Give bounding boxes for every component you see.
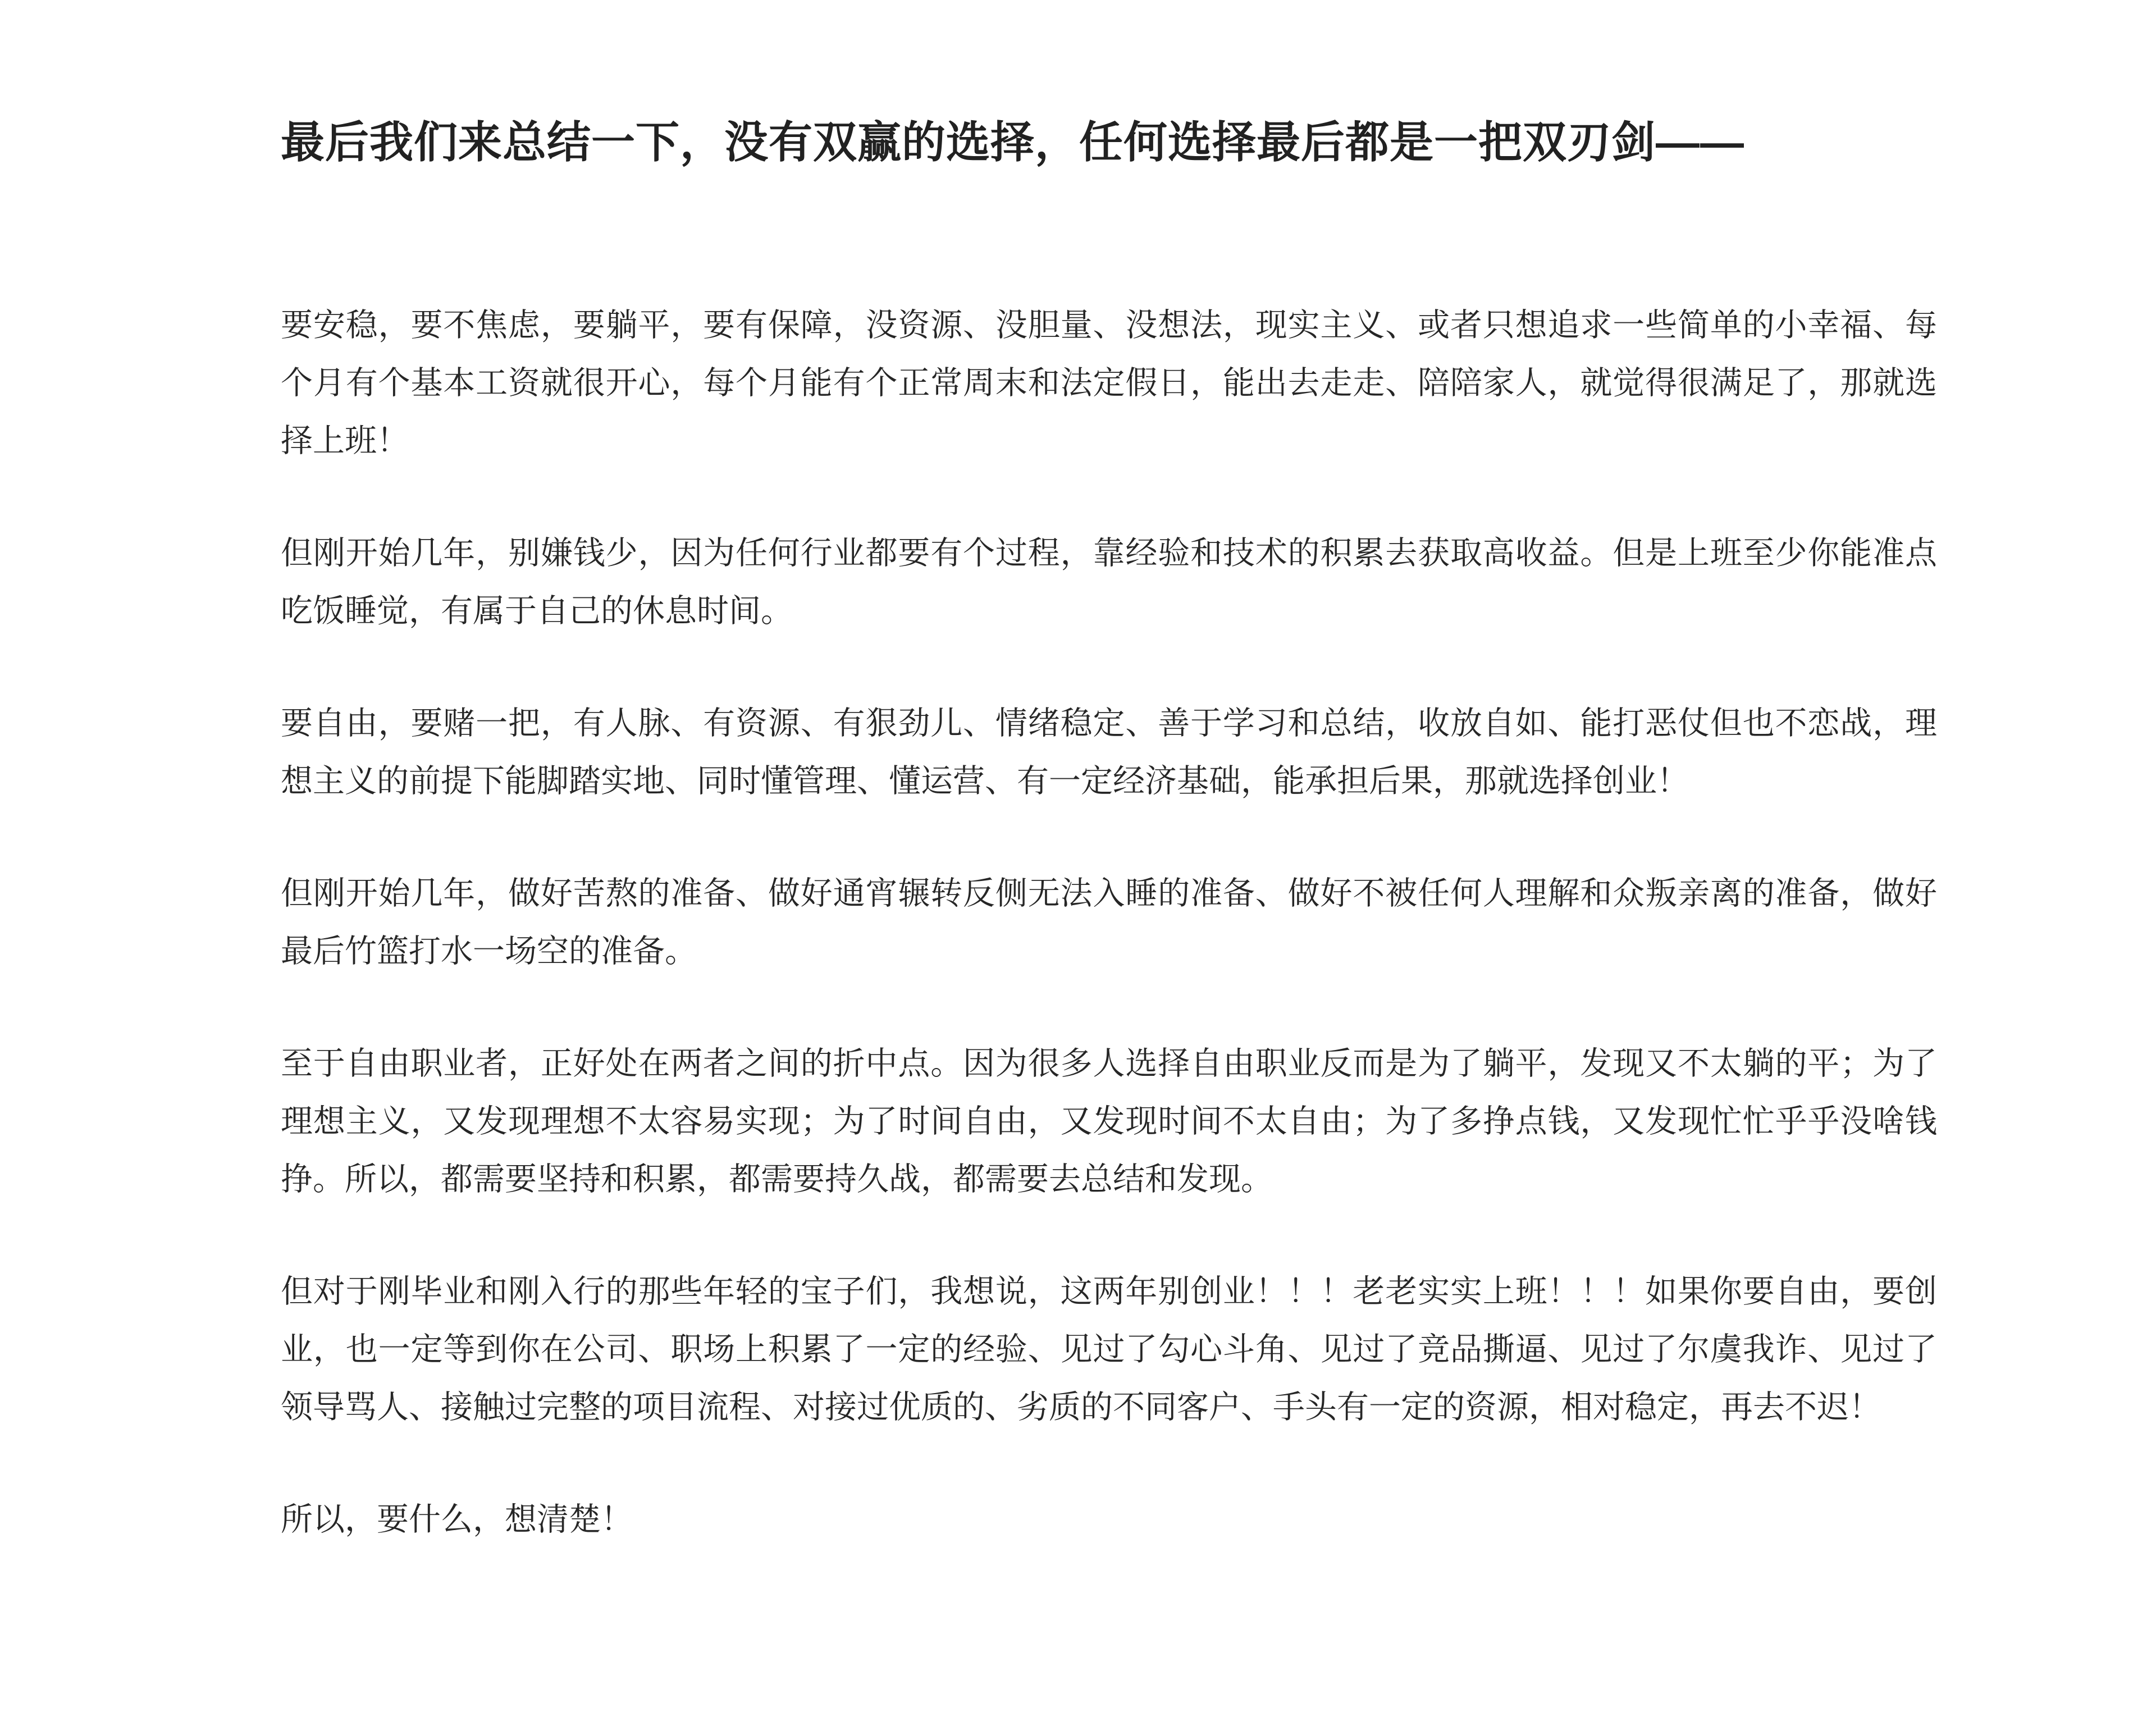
paragraph: 要安稳，要不焦虑，要躺平，要有保障，没资源、没胆量、没想法，现实主义、或者只想追求一些简单的小幸福、每个月有个基本工资就很开心，每个月能有个正常周末和法定假日，能出去走走、陪陪家人，就觉得很满足了，那就选择上班！ bbox=[281, 307, 1937, 459]
paragraph: 至于自由职业者，正好处在两者之间的折中点。因为很多人选择自由职业反而是为了躺平，发现又不太躺的平；为了理想主义，又发现理想不太容易实现；为了时间自由，又发现时间不太自由；为了多挣点钱，又发现忙忙乎乎没啥钱挣。所以，都需要坚持和积累，都需要持久战，都需要去总结和发现。 bbox=[281, 1045, 1937, 1197]
paragraph: 但对于刚毕业和刚入行的那些年轻的宝子们，我想说，这两年别创业！！！老老实实上班！！！如果你要自由，要创业，也一定等到你在公司、职场上积累了一定的经验、见过了勾心斗角、见过了竞品撕逼、见过了尔虞我诈、见过了领导骂人、接触过完整的项目流程、对接过优质的、劣质的不同客户、手头有一定的资源，相对稳定，再去不迟！ bbox=[281, 1273, 1937, 1425]
paragraph: 但刚开始几年，别嫌钱少，因为任何行业都要有个过程，靠经验和技术的积累去获取高收益。但是上班至少你能准点吃饭睡觉，有属于自己的休息时间。 bbox=[281, 535, 1937, 629]
paragraph: 要自由，要赌一把，有人脉、有资源、有狠劲儿、情绪稳定、善于学习和总结，收放自如、能打恶仗但也不恋战，理想主义的前提下能脚踏实地、同时懂管理、懂运营、有一定经济基础，能承担后果，那就选择创业！ bbox=[281, 705, 1937, 799]
article-body bbox=[281, 296, 1937, 1549]
paragraph: 所以，要什么，想清楚！ bbox=[281, 1501, 633, 1537]
paragraph: 但刚开始几年，做好苦熬的准备、做好通宵辗转反侧无法入睡的准备、做好不被任何人理解和众叛亲离的准备，做好最后竹篮打水一场空的准备。 bbox=[281, 875, 1937, 969]
page-title: 最后我们来总结一下，没有双赢的选择，任何选择最后都是一把双刃剑—— bbox=[281, 117, 1745, 167]
